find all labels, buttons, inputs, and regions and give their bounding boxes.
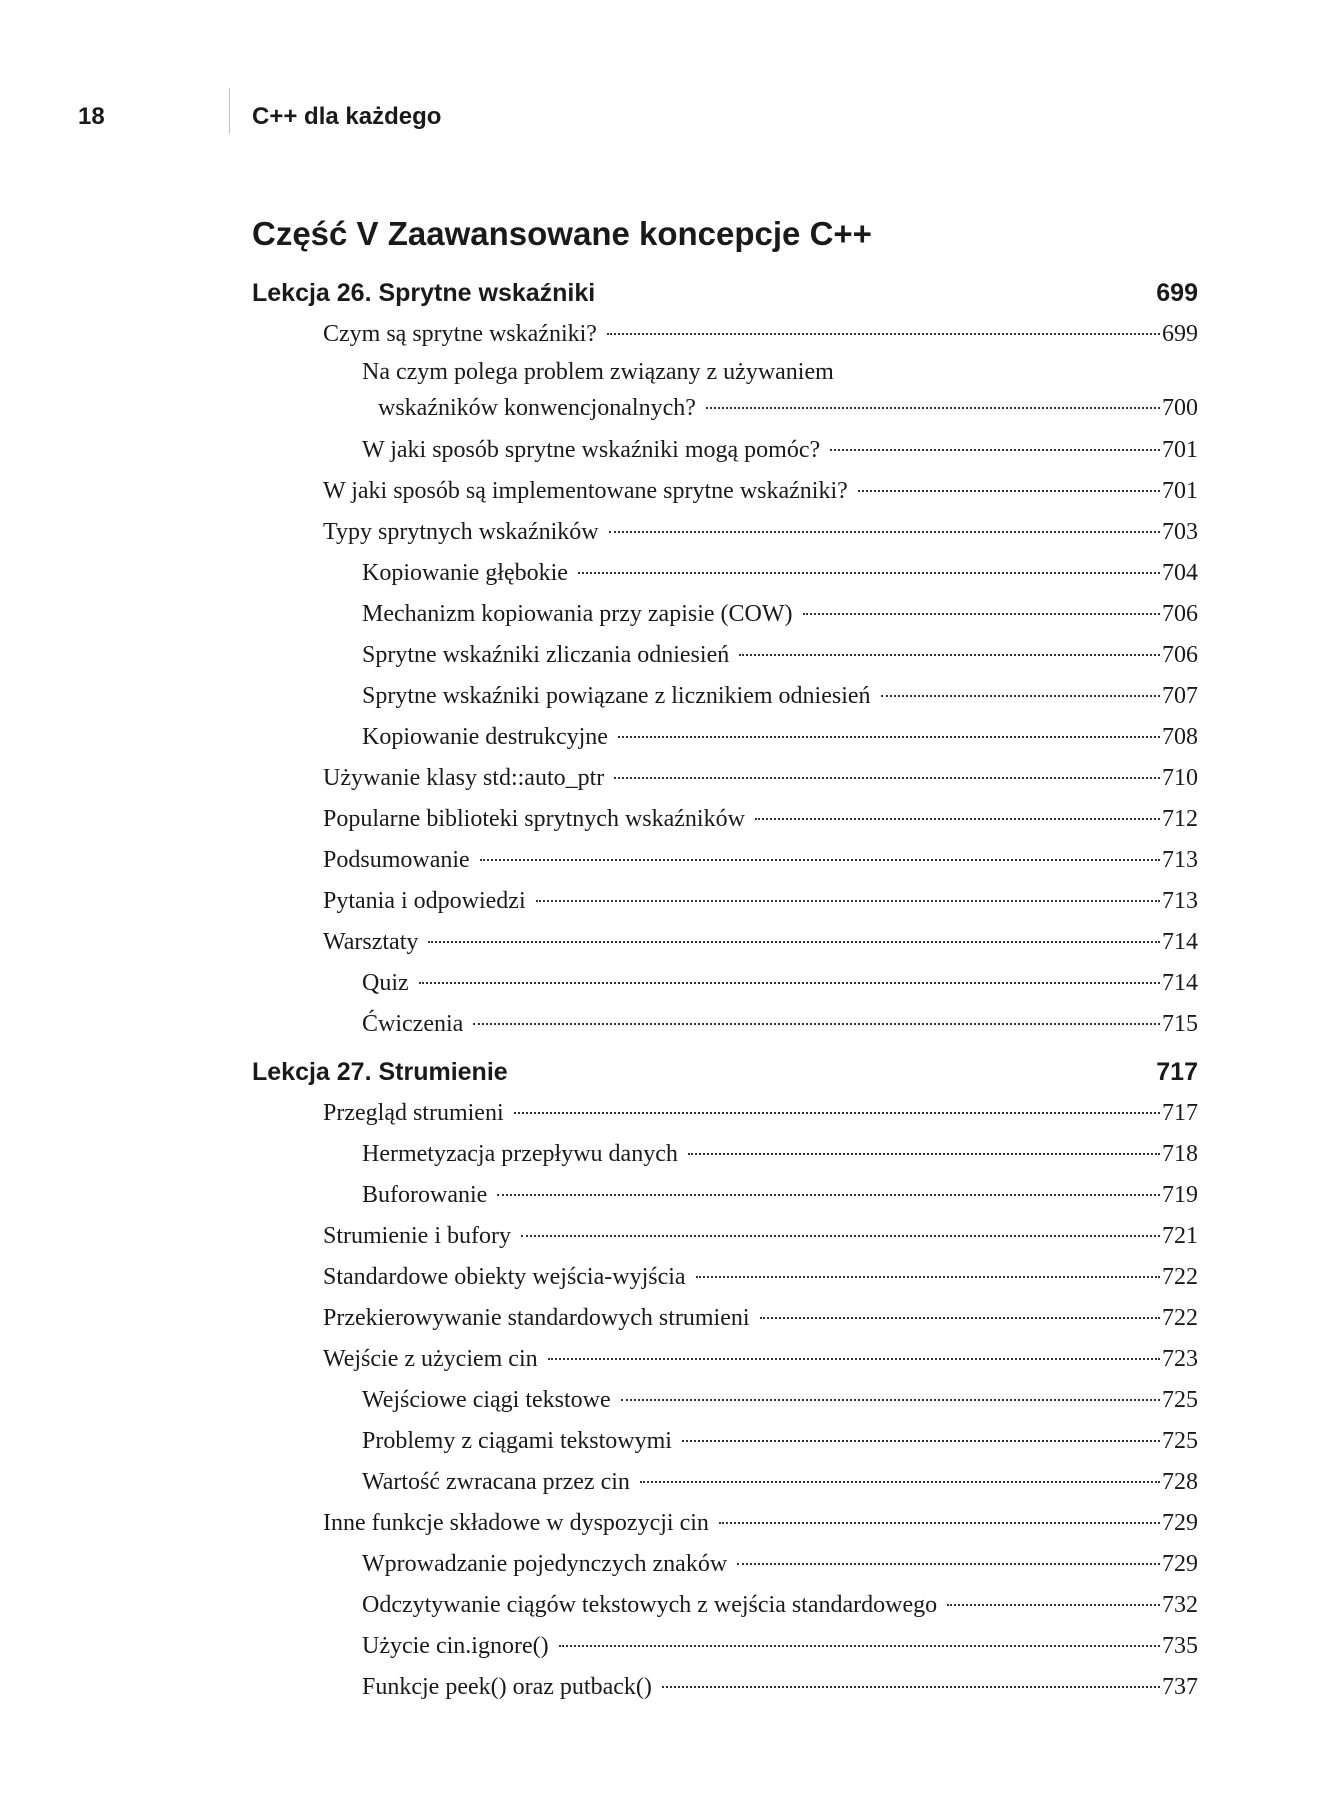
dot-leader [830, 449, 1160, 451]
entry-page: 722 [1162, 1305, 1198, 1331]
dot-leader [614, 777, 1160, 779]
toc-entry[interactable] [252, 1544, 1198, 1585]
entry-label: Kopiowanie destrukcyjne [362, 724, 608, 750]
entry-page: 723 [1162, 1346, 1198, 1372]
toc-entry[interactable] [252, 355, 1198, 427]
dot-leader [739, 654, 1160, 656]
entry-label: Popularne biblioteki sprytnych wskaźników [323, 806, 745, 832]
dot-leader [696, 1276, 1160, 1278]
entry-page: 706 [1162, 642, 1198, 668]
dot-leader [858, 490, 1160, 492]
toc-entry[interactable] [252, 553, 1198, 594]
entry-page: 721 [1162, 1223, 1198, 1249]
book-title: C++ dla każdego [252, 103, 442, 130]
entry-page: 719 [1162, 1182, 1198, 1208]
toc-entry[interactable] [252, 1626, 1198, 1667]
dot-leader [737, 1563, 1160, 1565]
entry-label: Quiz [362, 970, 409, 996]
entry-page: 725 [1162, 1387, 1198, 1413]
lesson-title: Lekcja 27. Strumienie [252, 1058, 508, 1086]
entry-label: Funkcje peek() oraz putback() [362, 1674, 652, 1700]
entry-page: 722 [1162, 1264, 1198, 1290]
entry-label: Problemy z ciągami tekstowymi [362, 1428, 672, 1454]
running-head [0, 0, 1339, 150]
toc-entry[interactable] [252, 1421, 1198, 1462]
entry-label: W jaki sposób są implementowane sprytne wskaźniki? [323, 478, 848, 504]
entry-label: W jaki sposób sprytne wskaźniki mogą pomóc? [362, 437, 821, 463]
dot-leader [480, 859, 1160, 861]
toc-entry[interactable] [252, 758, 1198, 799]
toc-entry[interactable] [252, 840, 1198, 881]
entry-label: Użycie cin.ignore() [362, 1633, 549, 1659]
lesson-page: 699 [1156, 279, 1198, 307]
header-divider [229, 88, 230, 134]
entry-label: Przekierowywanie standardowych strumieni [323, 1305, 750, 1331]
entry-label: Odczytywanie ciągów tekstowych z wejścia standardowego [362, 1592, 938, 1618]
entry-label: Podsumowanie [323, 847, 470, 873]
toc-entry[interactable] [252, 635, 1198, 676]
toc-entry[interactable] [252, 1339, 1198, 1380]
part-title: Część V Zaawansowane koncepcje C++ [252, 215, 872, 252]
entry-page: 713 [1162, 888, 1198, 914]
entry-label: Na czym polega problem związany z używaniem [362, 359, 834, 385]
toc-entry[interactable] [252, 1004, 1198, 1045]
toc-entry[interactable] [252, 676, 1198, 717]
entry-page: 732 [1162, 1592, 1198, 1618]
entry-page: 737 [1162, 1674, 1198, 1700]
table-of-contents [252, 212, 1198, 1708]
dot-leader [428, 941, 1160, 943]
dot-leader [706, 407, 1160, 409]
toc-entry[interactable] [252, 471, 1198, 512]
entry-page: 713 [1162, 847, 1198, 873]
toc-entry[interactable] [252, 922, 1198, 963]
entry-label: Inne funkcje składowe w dyspozycji cin [323, 1510, 709, 1536]
toc-entry[interactable] [252, 1134, 1198, 1175]
page-number: 18 [78, 103, 105, 130]
entry-page: 706 [1162, 601, 1198, 627]
dot-leader [947, 1604, 1160, 1606]
toc-entry[interactable] [252, 1175, 1198, 1216]
entry-page: 725 [1162, 1428, 1198, 1454]
dot-leader [521, 1235, 1160, 1237]
lesson-page: 717 [1156, 1058, 1198, 1086]
entry-page: 699 [1162, 321, 1198, 347]
entry-label: Buforowanie [362, 1182, 488, 1208]
dot-leader [662, 1686, 1160, 1688]
toc-entry[interactable] [252, 799, 1198, 840]
dot-leader [609, 531, 1160, 533]
entry-label: Ćwiczenia [362, 1011, 464, 1037]
entry-page: 710 [1162, 765, 1198, 791]
entry-label: Wejściowe ciągi tekstowe [362, 1387, 611, 1413]
dot-leader [473, 1023, 1160, 1025]
toc-entry[interactable] [252, 717, 1198, 758]
entry-label: Wprowadzanie pojedynczych znaków [362, 1551, 728, 1577]
lesson-heading[interactable] [252, 1051, 1198, 1093]
entry-label: Kopiowanie głębokie [362, 560, 568, 586]
toc-entry[interactable] [252, 1503, 1198, 1544]
entry-label: Mechanizm kopiowania przy zapisie (COW) [362, 601, 793, 627]
entry-label: Hermetyzacja przepływu danych [362, 1141, 678, 1167]
toc-entry[interactable] [252, 1216, 1198, 1257]
entry-page: 701 [1162, 478, 1198, 504]
entry-page: 717 [1162, 1100, 1198, 1126]
dot-leader [755, 818, 1160, 820]
toc-entry[interactable] [252, 512, 1198, 553]
entry-label: Typy sprytnych wskaźników [323, 519, 599, 545]
toc-entry[interactable] [252, 1298, 1198, 1339]
dot-leader [607, 333, 1160, 335]
dot-leader [578, 572, 1160, 574]
toc-entry[interactable] [252, 1462, 1198, 1503]
dot-leader [621, 1399, 1160, 1401]
entry-page: 707 [1162, 683, 1198, 709]
toc-entry[interactable] [252, 430, 1198, 471]
toc-entry[interactable] [252, 963, 1198, 1004]
entry-label: Czym są sprytne wskaźniki? [323, 321, 597, 347]
dot-leader [618, 736, 1160, 738]
entry-label: Wejście z użyciem cin [323, 1346, 538, 1372]
toc-entry[interactable] [252, 1667, 1198, 1708]
entry-page: 712 [1162, 806, 1198, 832]
dot-leader [536, 900, 1160, 902]
entry-page: 728 [1162, 1469, 1198, 1495]
dot-leader [497, 1194, 1160, 1196]
toc-entry[interactable] [252, 314, 1198, 355]
dot-leader [760, 1317, 1160, 1319]
lesson-heading[interactable] [252, 272, 1198, 314]
entry-label: Standardowe obiekty wejścia-wyjścia [323, 1264, 686, 1290]
entry-label: Sprytne wskaźniki zliczania odniesień [362, 642, 730, 668]
entry-page: 703 [1162, 519, 1198, 545]
lesson-title: Lekcja 26. Sprytne wskaźniki [252, 279, 596, 307]
entry-page: 708 [1162, 724, 1198, 750]
toc-entry[interactable] [252, 1380, 1198, 1421]
entry-label: Używanie klasy std::auto_ptr [323, 765, 605, 791]
dot-leader [548, 1358, 1160, 1360]
dot-leader [881, 695, 1160, 697]
toc-entry[interactable] [252, 1257, 1198, 1298]
entry-page: 735 [1162, 1633, 1198, 1659]
dot-leader [719, 1522, 1160, 1524]
entry-label: Sprytne wskaźniki powiązane z licznikiem odniesień [362, 683, 871, 709]
entry-label: Wartość zwracana przez cin [362, 1469, 630, 1495]
dot-leader [559, 1645, 1160, 1647]
entry-label: Strumienie i bufory [323, 1223, 511, 1249]
dot-leader [688, 1153, 1160, 1155]
entry-page: 729 [1162, 1510, 1198, 1536]
toc-entry[interactable] [252, 1585, 1198, 1626]
entry-page: 700 [1162, 395, 1198, 421]
entry-page: 715 [1162, 1011, 1198, 1037]
dot-leader [419, 982, 1160, 984]
entry-page: 701 [1162, 437, 1198, 463]
entry-label: Przegląd strumieni [323, 1100, 504, 1126]
dot-leader [640, 1481, 1160, 1483]
dot-leader [803, 613, 1160, 615]
toc-entry[interactable] [252, 594, 1198, 635]
toc-entry[interactable] [252, 881, 1198, 922]
dot-leader [682, 1440, 1160, 1442]
entry-page: 704 [1162, 560, 1198, 586]
entry-page: 714 [1162, 929, 1198, 955]
entry-page: 729 [1162, 1551, 1198, 1577]
entry-label-continuation: wskaźników konwencjonalnych? [378, 395, 696, 421]
entry-page: 718 [1162, 1141, 1198, 1167]
entry-label: Pytania i odpowiedzi [323, 888, 526, 914]
toc-entry[interactable] [252, 1093, 1198, 1134]
dot-leader [514, 1112, 1160, 1114]
entry-label: Warsztaty [323, 929, 419, 955]
entry-page: 714 [1162, 970, 1198, 996]
